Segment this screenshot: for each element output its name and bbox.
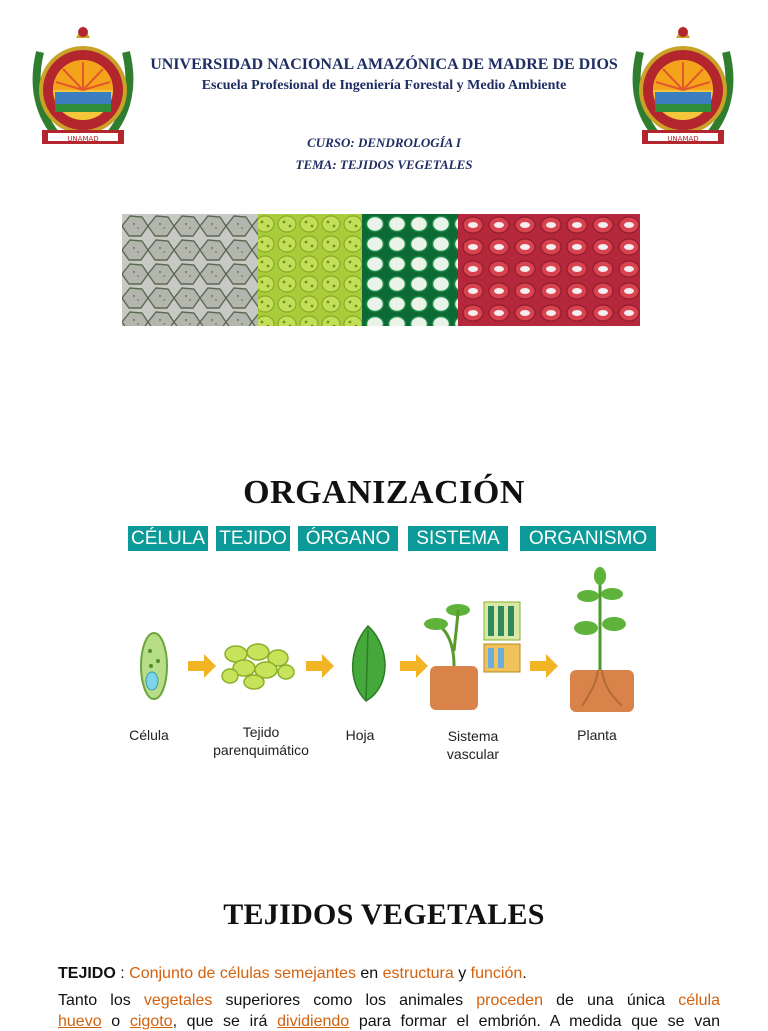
vascular-system-illustration [424, 602, 520, 710]
highlighted-word: cigoto [129, 1013, 173, 1030]
level-label-organ: ÓRGANO [298, 526, 398, 551]
step-caption-leaf: Hoja [345, 727, 375, 743]
highlighted-word: proceden [476, 992, 543, 1009]
leaf-illustration [353, 626, 385, 701]
body-text: superiores como los animales [212, 992, 477, 1009]
cell-illustration [141, 633, 167, 699]
level-label-organism: ORGANISMO [520, 526, 656, 551]
step-caption-cell: Célula [129, 727, 169, 743]
step-caption-vascular-line2: vascular [446, 746, 500, 762]
definition-paragraph [58, 965, 720, 983]
level-label-system: SISTEMA [408, 526, 508, 551]
body-text: o [101, 1013, 130, 1030]
highlighted-word: vegetales [143, 992, 213, 1009]
seal-motto: UNAMAD [67, 135, 99, 143]
university-seal-left [28, 12, 138, 162]
parenchyma-tissue-illustration [222, 644, 294, 689]
school-name: Escuela Profesional de Ingeniería Forestal y Medio Ambiente [201, 78, 567, 93]
highlighted-word: huevo [58, 1013, 102, 1030]
step-caption-tissue-line2: parenquimático [213, 742, 309, 758]
level-label-tissue: TEJIDO [216, 526, 290, 551]
university-seal-right [628, 12, 738, 162]
highlighted-word: dividiendo [277, 1013, 350, 1030]
highlighted-word: célula [678, 992, 720, 1009]
definition-text: . [522, 965, 527, 982]
definition-sep: : [115, 965, 130, 982]
plant-illustration [570, 567, 634, 712]
arrow-icon [530, 654, 558, 678]
definition-highlight: función [470, 965, 523, 982]
body-text: , que se irá [172, 1013, 278, 1030]
plant-tissue-image-strip [122, 214, 640, 326]
course-title: CURSO: DENDROLOGÍA I [307, 135, 461, 150]
university-name: UNIVERSIDAD NACIONAL AMAZÓNICA DE MADRE DE DIOS [150, 56, 618, 73]
body-text: para formar el embrión. A medida que se van [349, 1013, 721, 1030]
arrow-icon [188, 654, 216, 678]
step-caption-vascular [428, 727, 518, 763]
body-text: Tanto los [58, 992, 144, 1009]
step-caption-tissue [196, 723, 326, 759]
arrow-icon [306, 654, 334, 678]
topic-title: TEMA: TEJIDOS VEGETALES [295, 157, 473, 172]
level-label-cell: CÉLULA [128, 526, 208, 551]
arrow-icon [400, 654, 428, 678]
definition-highlight: Conjunto de células semejantes [129, 965, 356, 982]
body-text: de una única [542, 992, 679, 1009]
definition-text: en [355, 965, 383, 982]
tejidos-heading: TEJIDOS VEGETALES [223, 898, 545, 931]
definition-highlight: estructura [382, 965, 454, 982]
step-caption-vascular-line1: Sistema [447, 728, 499, 744]
definition-term: TEJIDO [58, 965, 116, 982]
step-caption-tissue-line1: Tejido [242, 724, 280, 740]
seal-motto: UNAMAD [667, 135, 699, 143]
organization-diagram [118, 566, 658, 716]
organization-heading: ORGANIZACIÓN [243, 474, 525, 511]
definition-text: y [453, 965, 471, 982]
body-paragraph-line [58, 1013, 720, 1031]
step-caption-plant: Planta [577, 727, 617, 743]
body-paragraph-line [58, 992, 720, 1010]
